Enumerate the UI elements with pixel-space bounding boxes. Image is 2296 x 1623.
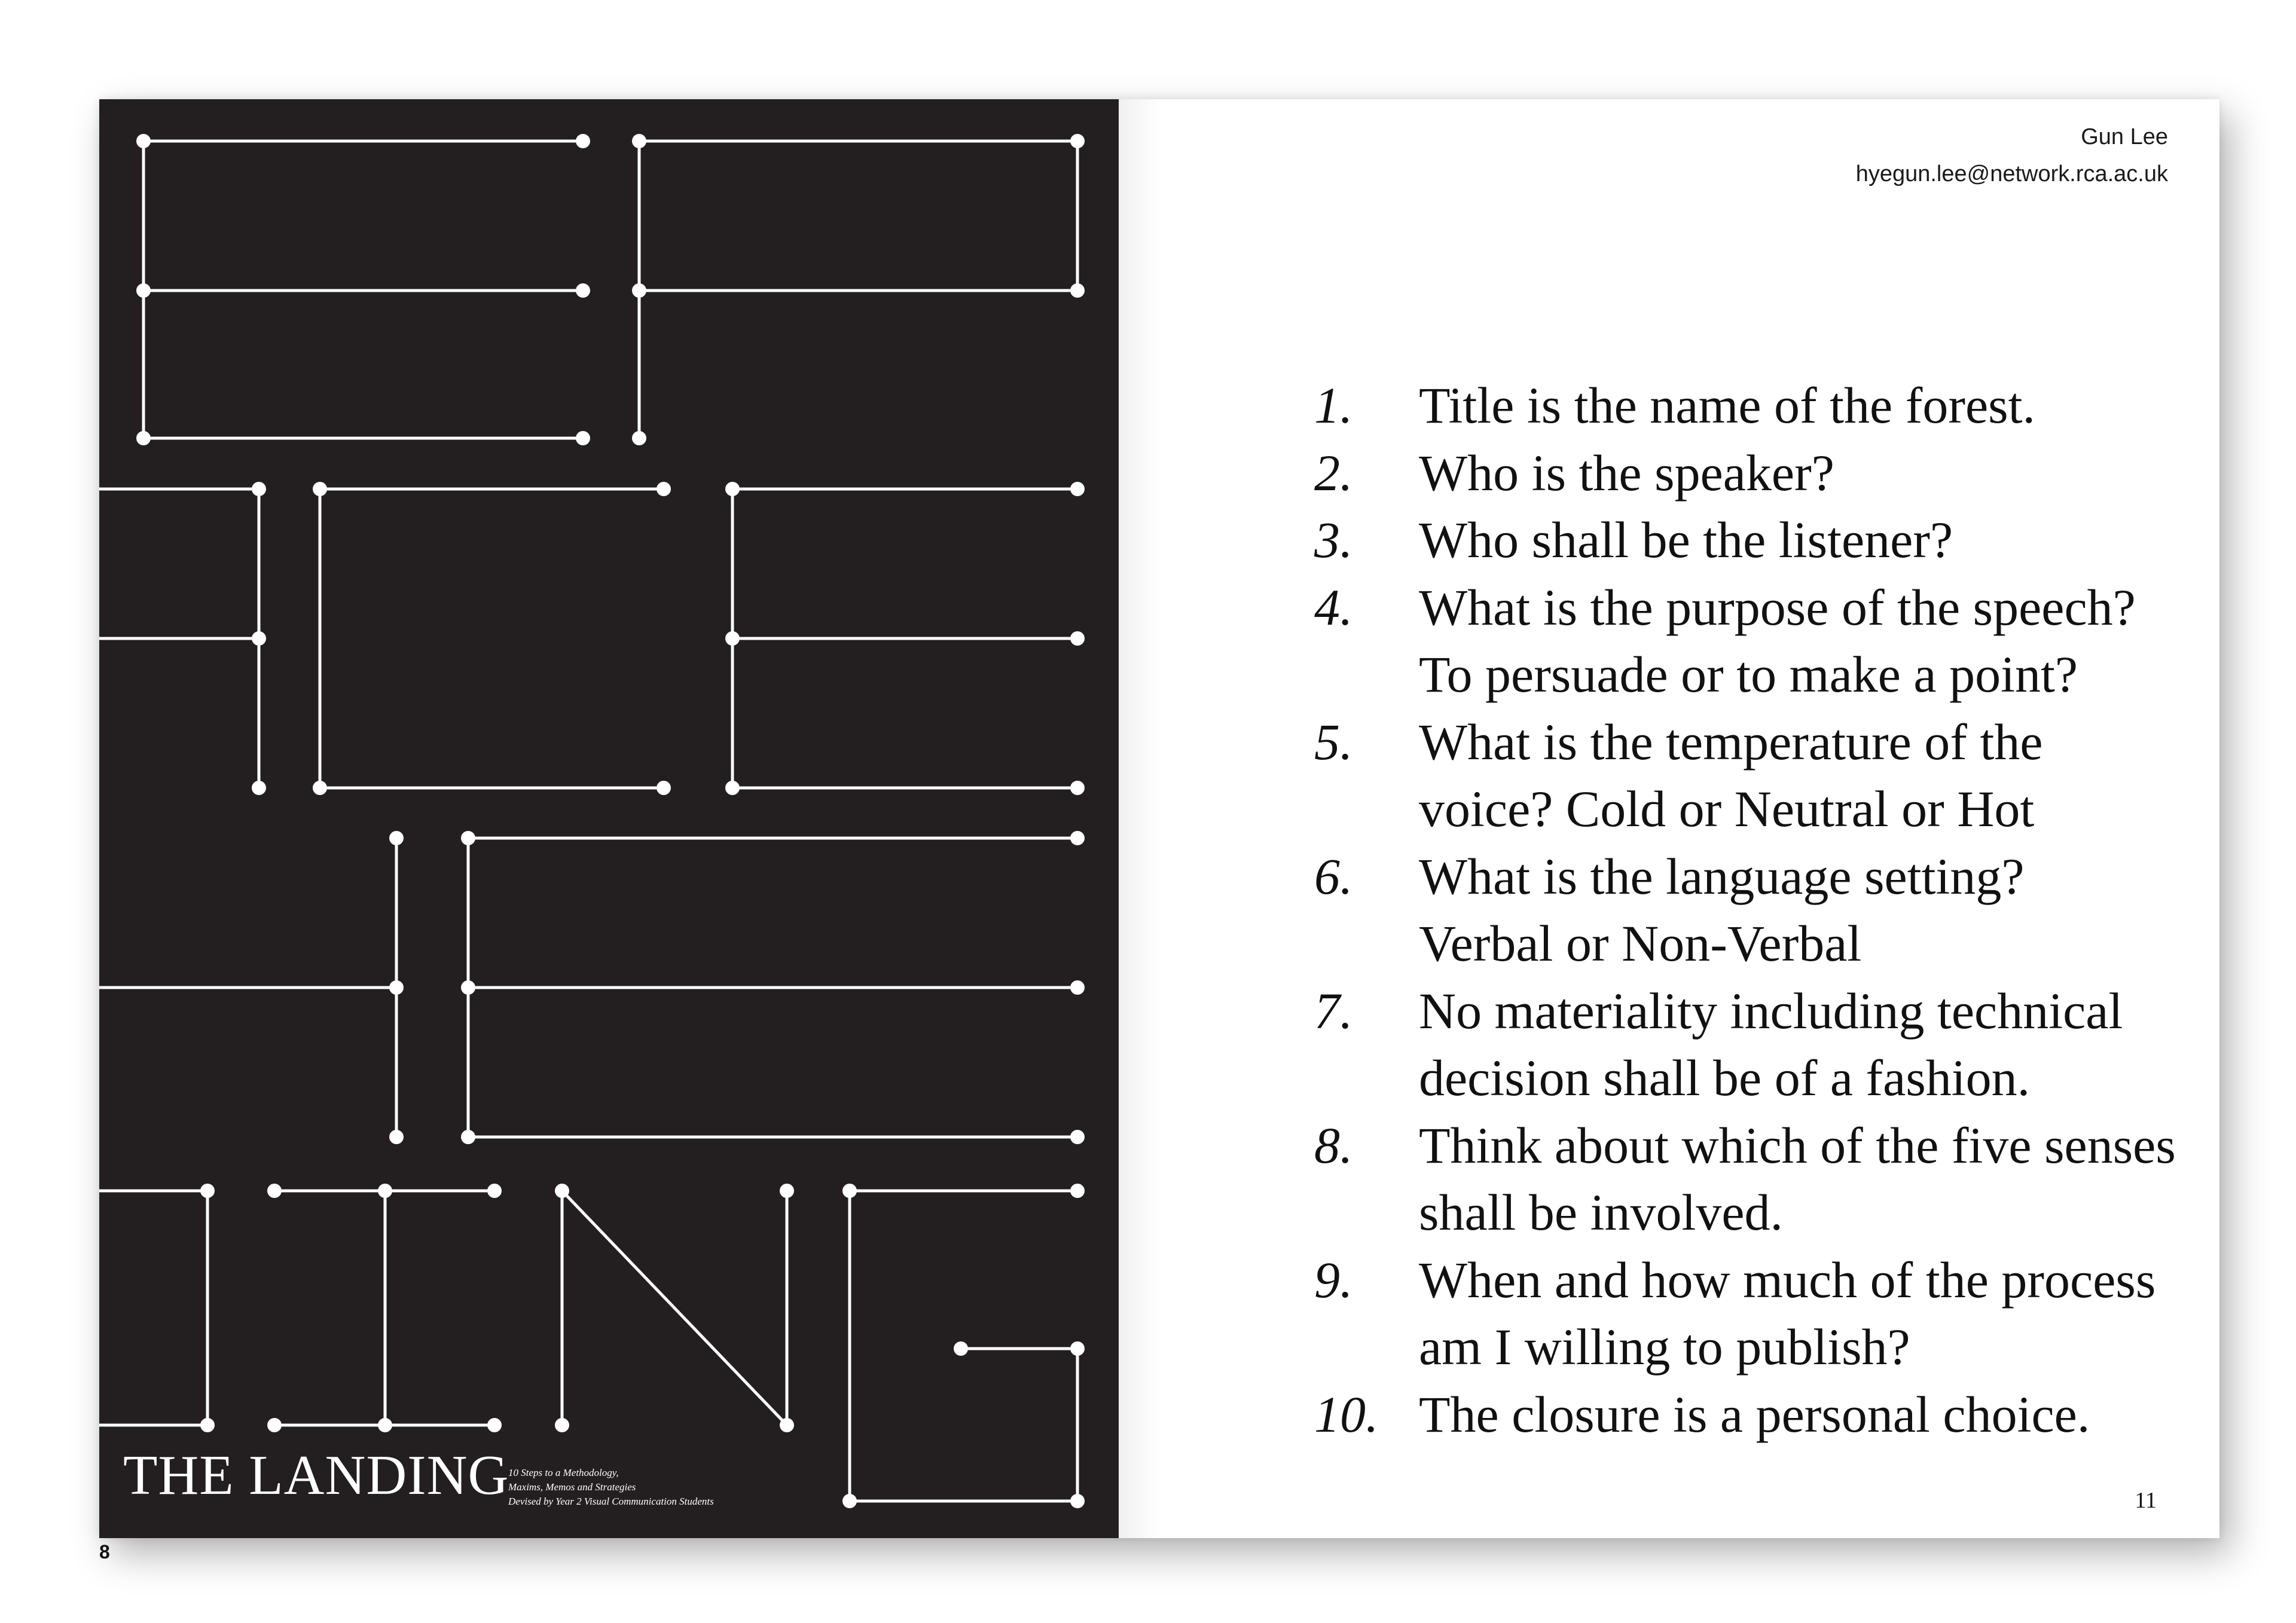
letter-dot [461, 980, 475, 995]
letter-dot [1070, 980, 1085, 995]
letter-dot [136, 431, 151, 445]
letter-dot [780, 1184, 794, 1198]
step-number: 1. [1314, 377, 1353, 434]
letter-dot [632, 134, 646, 148]
letter-stroke [562, 1191, 787, 1425]
letter-dot [576, 134, 590, 148]
letter-dot [657, 482, 671, 496]
letter-dot [657, 781, 671, 795]
letter-dot [378, 1418, 392, 1432]
step-text: What is the purpose of the speech? [1419, 578, 2136, 636]
letter-dot [389, 1130, 404, 1144]
letter-dot [725, 781, 740, 795]
poster-subtitle-line: Maxims, Memos and Strategies [508, 1481, 636, 1493]
letter-dot [378, 1184, 392, 1198]
letter-dot [1070, 781, 1085, 795]
step-number: 7. [1314, 982, 1353, 1040]
letter-dot [313, 482, 327, 496]
letter-dot [461, 831, 475, 845]
letter-dot [1070, 283, 1085, 298]
letter-dot [136, 283, 151, 298]
step-number: 2. [1314, 444, 1353, 502]
step-text: Who is the speaker? [1419, 444, 1834, 502]
book-spread [99, 99, 2219, 1538]
page-number-right: 11 [2135, 1488, 2157, 1513]
letter-dot [461, 1130, 475, 1144]
letter-dot [313, 781, 327, 795]
letter-dot [200, 1418, 215, 1432]
letter-dot [1070, 134, 1085, 148]
step-number: 9. [1314, 1251, 1353, 1309]
left-page-poster [99, 99, 1119, 1538]
letter-dot [632, 431, 646, 445]
poster-subtitle-line: 10 Steps to a Methodology, [508, 1467, 619, 1478]
letter-dot [1070, 1184, 1085, 1198]
step-text: shall be involved. [1419, 1184, 1784, 1241]
letter-dot [725, 482, 740, 496]
letter-dot [267, 1184, 282, 1198]
step-text: What is the temperature of the [1419, 713, 2043, 771]
letter-dot [576, 431, 590, 445]
author-block [1856, 118, 2168, 192]
letter-dot [252, 482, 266, 496]
step-text: Verbal or Non-Verbal [1419, 915, 1862, 972]
step-text: Think about which of the five senses [1419, 1116, 2176, 1174]
step-text: Title is the name of the forest. [1419, 377, 2036, 434]
letter-dot [842, 1494, 857, 1508]
poster-title: THE LANDING [123, 1444, 509, 1506]
step-text: am I willing to publish? [1419, 1318, 1910, 1376]
right-page-text [1119, 99, 2219, 1538]
letter-dot [842, 1184, 857, 1198]
letter-dot [136, 134, 151, 148]
letter-dot [252, 781, 266, 795]
step-text: When and how much of the process [1419, 1251, 2156, 1309]
letter-dot [487, 1184, 502, 1198]
letter-dot [267, 1418, 282, 1432]
letter-dot [632, 283, 646, 298]
step-text: Who shall be the listener? [1419, 511, 1953, 568]
poster-subtitle-line: Devised by Year 2 Visual Communication Students [508, 1496, 714, 1507]
letter-dot [1070, 1494, 1085, 1508]
gutter-shadow [1119, 99, 1161, 1538]
step-number: 5. [1314, 713, 1353, 771]
step-number: 8. [1314, 1116, 1353, 1174]
step-text: The closure is a personal choice. [1419, 1385, 2090, 1443]
letter-dot [555, 1418, 569, 1432]
letter-dot [1070, 1341, 1085, 1356]
letter-dot [1070, 1130, 1085, 1144]
author-name: Gun Lee [2081, 124, 2168, 149]
letter-dot [1070, 831, 1085, 845]
letter-dot [725, 631, 740, 646]
letter-dot [555, 1184, 569, 1198]
page-number-left: 8 [99, 1541, 110, 1563]
letter-dot [1070, 631, 1085, 646]
step-text: voice? Cold or Neutral or Hot [1419, 780, 2035, 838]
letter-dot [200, 1184, 215, 1198]
step-text: No materiality including technical [1419, 982, 2123, 1040]
step-number: 10. [1314, 1385, 1379, 1443]
author-email: hyegun.lee@network.rca.ac.uk [1855, 161, 2168, 187]
letter-dot [252, 631, 266, 646]
poster-subtitle [508, 1466, 714, 1509]
letter-dot [389, 980, 404, 995]
step-text: decision shall be of a fashion. [1419, 1049, 2031, 1107]
step-number: 4. [1314, 578, 1353, 636]
letter-dot [576, 283, 590, 298]
step-number: 3. [1314, 511, 1353, 568]
letter-dot [954, 1341, 968, 1356]
step-number: 6. [1314, 847, 1353, 905]
letter-dot [389, 831, 404, 845]
letter-dot [1070, 482, 1085, 496]
step-text: What is the language setting? [1419, 847, 2025, 905]
step-text: To persuade or to make a point? [1419, 646, 2078, 703]
connect-the-dots-lettering [99, 99, 1119, 1538]
letter-dot [780, 1418, 794, 1432]
letter-dot [487, 1418, 502, 1432]
